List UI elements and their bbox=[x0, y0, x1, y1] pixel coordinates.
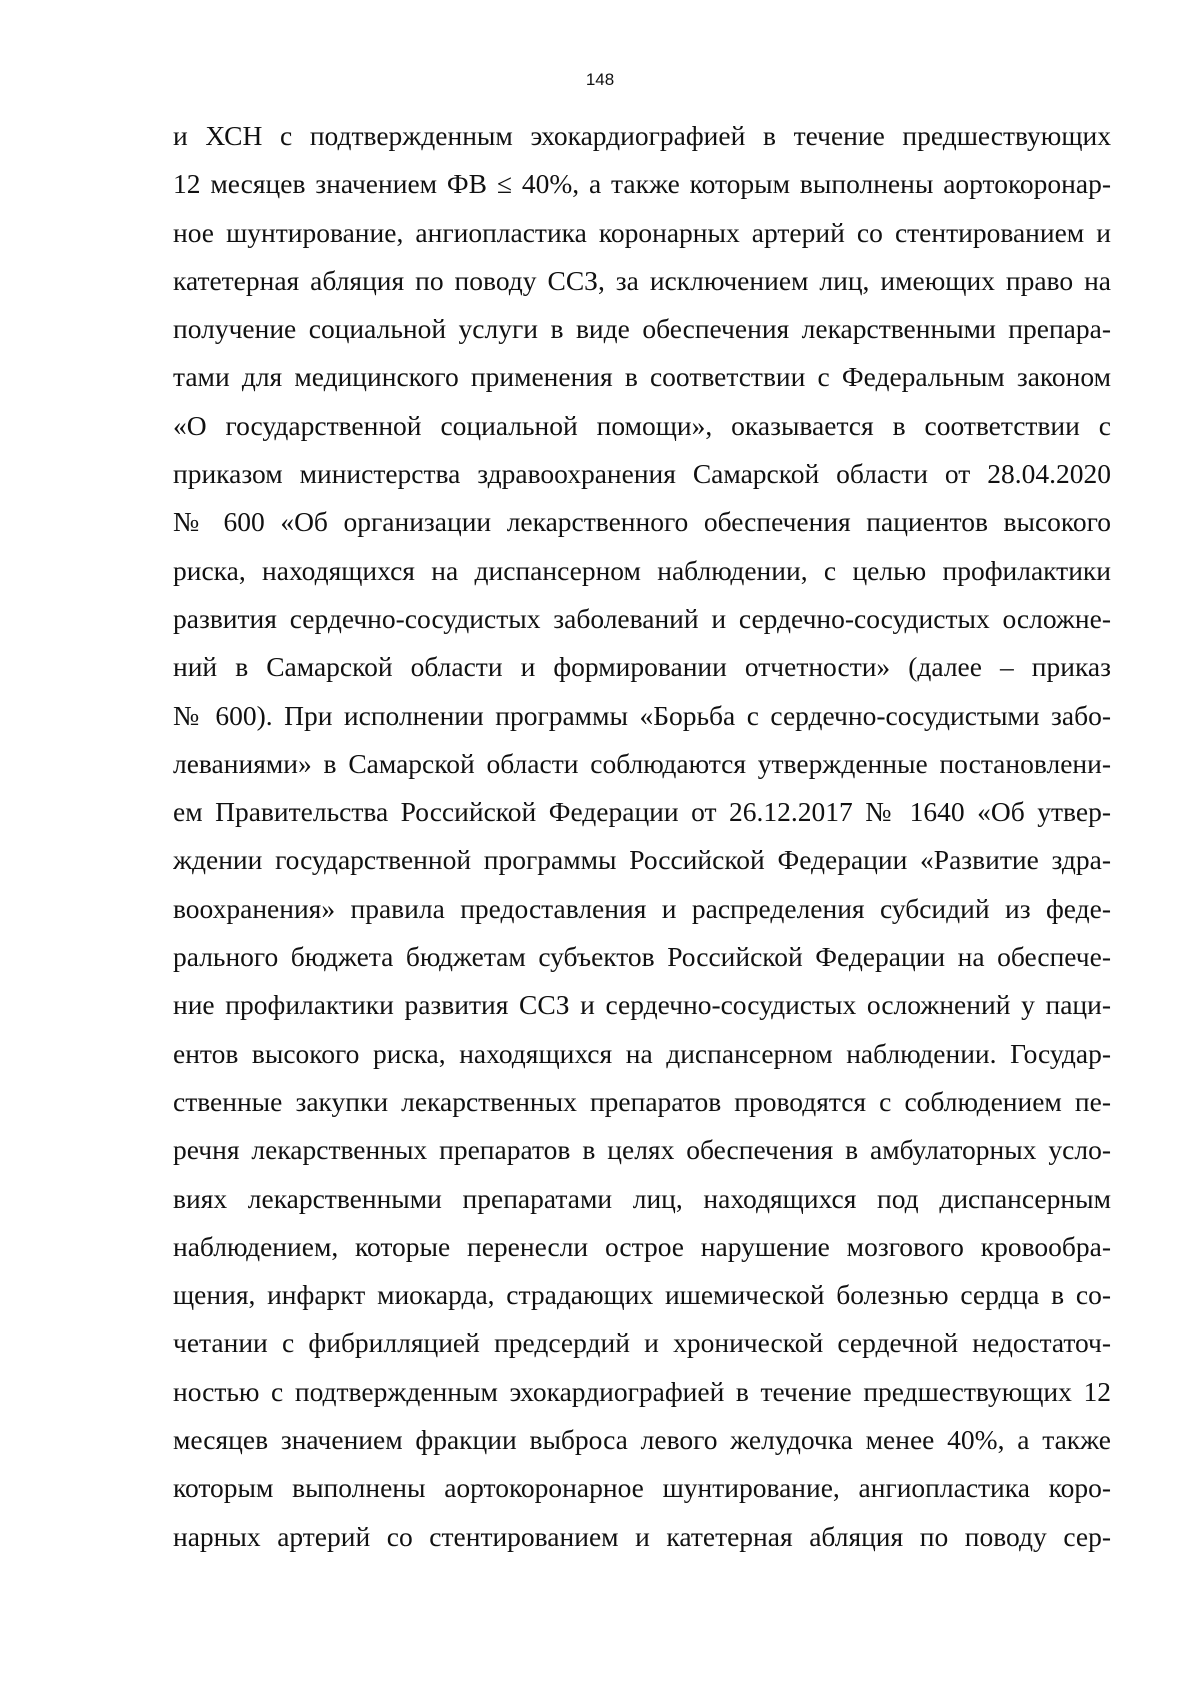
text-line: которым выполнены аортокоронарное шунтирование, ангиопластика коро- bbox=[173, 1472, 1111, 1504]
body-text bbox=[173, 112, 1111, 1561]
text-line: ентов высокого риска, находящихся на диспансерном наблюдении. Государ- bbox=[173, 1037, 1111, 1069]
text-line: леваниями» в Самарской области соблюдаются утвержденные постановлени- bbox=[173, 747, 1111, 779]
text-line: № 600). При исполнении программы «Борьба с сердечно-сосудистыми забо- bbox=[173, 699, 1111, 731]
text-line: катетерная абляция по поводу ССЗ, за исключением лиц, имеющих право на bbox=[173, 264, 1111, 296]
text-line: «О государственной социальной помощи», оказывается в соответствии с bbox=[173, 409, 1111, 441]
text-line: речня лекарственных препаратов в целях обеспечения в амбулаторных усло- bbox=[173, 1134, 1111, 1166]
text-line: ем Правительства Российской Федерации от 26.12.2017 № 1640 «Об утвер- bbox=[173, 796, 1111, 828]
text-line: ний в Самарской области и формировании отчетности» (далее – приказ bbox=[173, 651, 1111, 683]
text-line: месяцев значением фракции выброса левого желудочка менее 40%, а также bbox=[173, 1424, 1111, 1456]
text-line: риска, находящихся на диспансерном наблюдении, с целью профилактики bbox=[173, 554, 1111, 586]
text-line: № 600 «Об организации лекарственного обеспечения пациентов высокого bbox=[173, 506, 1111, 538]
text-line: нарных артерий со стентированием и катетерная абляция по поводу сер- bbox=[173, 1520, 1111, 1552]
text-line: рального бюджета бюджетам субъектов Российской Федерации на обеспече- bbox=[173, 941, 1111, 973]
text-line: тами для медицинского применения в соответствии с Федеральным законом bbox=[173, 361, 1111, 393]
text-line: и ХСН с подтвержденным эхокардиографией в течение предшествующих bbox=[173, 120, 1111, 151]
text-line: ностью с подтвержденным эхокардиографией в течение предшествующих 12 bbox=[173, 1375, 1111, 1407]
text-line: наблюдением, которые перенесли острое нарушение мозгового кровообра- bbox=[173, 1230, 1111, 1262]
page-number: 148 bbox=[585, 70, 615, 89]
text-line: четании с фибрилляцией предсердий и хронической сердечной недостаточ- bbox=[173, 1327, 1111, 1359]
text-line: ние профилактики развития ССЗ и сердечно-сосудистых осложнений у паци- bbox=[173, 989, 1111, 1021]
text-line: развития сердечно-сосудистых заболеваний и сердечно-сосудистых осложне- bbox=[173, 602, 1111, 634]
text-line: ственные закупки лекарственных препаратов проводятся с соблюдением пе- bbox=[173, 1085, 1111, 1117]
text-line: воохранения» правила предоставления и распределения субсидий из феде- bbox=[173, 892, 1111, 924]
text-line: щения, инфаркт миокарда, страдающих ишемической болезнью сердца в со- bbox=[173, 1279, 1111, 1311]
text-line: виях лекарственными препаратами лиц, находящихся под диспансерным bbox=[173, 1182, 1111, 1214]
text-line: 12 месяцев значением ФВ ≤ 40%, а также которым выполнены аортокоронар- bbox=[173, 168, 1111, 200]
text-line: приказом министерства здравоохранения Самарской области от 28.04.2020 bbox=[173, 458, 1111, 490]
text-line: получение социальной услуги в виде обеспечения лекарственными препара- bbox=[173, 313, 1111, 345]
text-line: ное шунтирование, ангиопластика коронарных артерий со стентированием и bbox=[173, 216, 1111, 248]
text-line: ждении государственной программы Российской Федерации «Развитие здра- bbox=[173, 844, 1111, 876]
